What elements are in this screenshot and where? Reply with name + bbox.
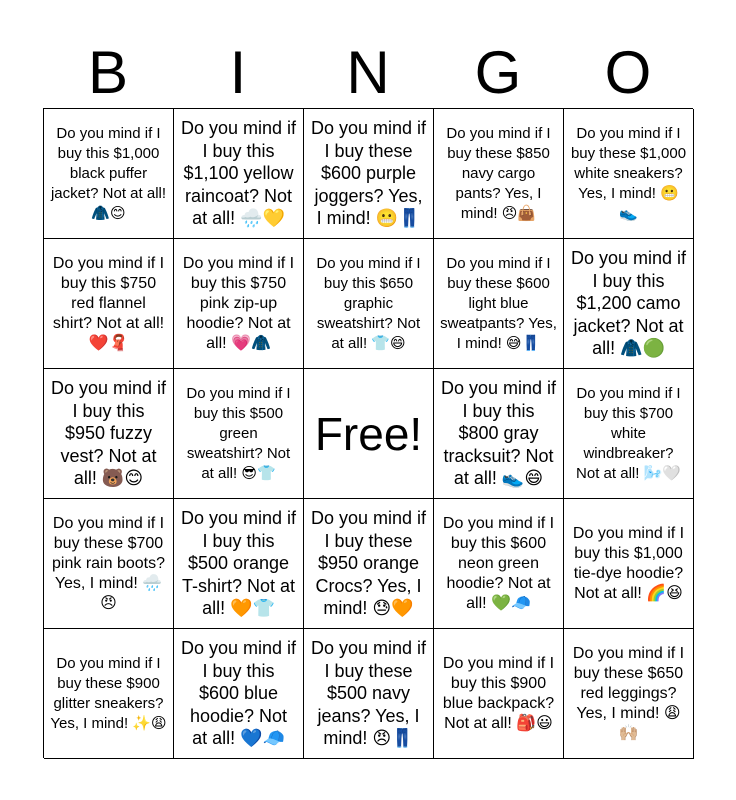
bingo-cell-text: Do you mind if I buy this $500 orange T-shirt? Not at all! 🧡👕 — [180, 508, 297, 619]
bingo-cell[interactable] — [174, 629, 304, 759]
bingo-cell[interactable] — [174, 239, 304, 369]
bingo-cell-text: Do you mind if I buy this $950 fuzzy vest? Not at all! 🐻😊 — [50, 378, 167, 489]
free-space-cell[interactable] — [304, 369, 434, 499]
bingo-cell[interactable] — [44, 109, 174, 239]
header-letter-n: N — [346, 39, 390, 106]
bingo-cell[interactable] — [304, 499, 434, 629]
bingo-cell[interactable] — [44, 499, 174, 629]
bingo-cell-text: Do you mind if I buy this $750 red flannel shirt? Not at all! ❤️🧣 — [52, 254, 165, 352]
bingo-header — [43, 38, 693, 108]
bingo-cell[interactable] — [44, 629, 174, 759]
bingo-cell[interactable] — [44, 239, 174, 369]
bingo-cell-text: Do you mind if I buy this $700 white windbreaker? Not at all! 🌬️🤍 — [576, 384, 681, 482]
bingo-board — [43, 108, 693, 758]
bingo-cell[interactable] — [434, 629, 564, 759]
header-letter-b: B — [87, 39, 129, 106]
header-letter-g: G — [474, 39, 522, 106]
bingo-cell-text: Do you mind if I buy this $600 blue hoodie? Not at all! 💙🧢 — [180, 638, 297, 749]
bingo-cell[interactable] — [564, 239, 694, 369]
bingo-cell-text: Do you mind if I buy this $500 green sweatshirt? Not at all! 😎👕 — [186, 384, 291, 482]
bingo-cell-text: Do you mind if I buy these $900 glitter sneakers? Yes, I mind! ✨😩 — [50, 654, 167, 732]
bingo-cell[interactable] — [564, 109, 694, 239]
bingo-cell-text: Do you mind if I buy these $500 navy jeans? Yes, I mind! 😠👖 — [310, 638, 427, 749]
header-letter-o: O — [604, 39, 652, 106]
bingo-cell-text: Do you mind if I buy this $1,100 yellow raincoat? Not at all! 🌧️💛 — [180, 118, 297, 229]
bingo-cell[interactable] — [174, 369, 304, 499]
bingo-cell[interactable] — [564, 369, 694, 499]
bingo-cell-text: Do you mind if I buy these $850 navy cargo pants? Yes, I mind! 😠👜 — [446, 124, 551, 222]
bingo-cell-text: Do you mind if I buy this $1,200 camo jacket? Not at all! 🧥🟢 — [570, 248, 687, 359]
bingo-cell-text: Do you mind if I buy this $650 graphic sweatshirt? Not at all! 👕😄 — [316, 254, 421, 352]
bingo-cell[interactable] — [304, 629, 434, 759]
bingo-cell-text: Do you mind if I buy these $950 orange Crocs? Yes, I mind! 😓🧡 — [310, 508, 427, 619]
bingo-cell[interactable] — [564, 629, 694, 759]
bingo-cell-text: Do you mind if I buy this $800 gray tracksuit? Not at all! 👟😄 — [440, 378, 557, 489]
bingo-cell[interactable] — [434, 499, 564, 629]
bingo-cell[interactable] — [304, 239, 434, 369]
bingo-cell[interactable] — [434, 239, 564, 369]
bingo-cell-text: Do you mind if I buy this $1,000 tie-dye hoodie? Not at all! 🌈😆 — [572, 524, 685, 602]
bingo-cell-text: Do you mind if I buy this $600 neon green hoodie? Not at all! 💚🧢 — [442, 514, 555, 612]
bingo-cell[interactable] — [44, 369, 174, 499]
bingo-cell-text: Do you mind if I buy this $750 pink zip-up hoodie? Not at all! 💗🧥 — [182, 254, 295, 352]
bingo-cell-text: Do you mind if I buy these $600 purple joggers? Yes, I mind! 😬👖 — [310, 118, 427, 229]
bingo-cell[interactable] — [434, 369, 564, 499]
bingo-cell[interactable] — [174, 109, 304, 239]
bingo-cell[interactable] — [174, 499, 304, 629]
free-space-label: Free! — [314, 407, 423, 460]
bingo-cell-text: Do you mind if I buy these $650 red leggings? Yes, I mind! 😩🙌🏼 — [572, 644, 685, 742]
bingo-cell[interactable] — [304, 109, 434, 239]
bingo-cell-text: Do you mind if I buy this $900 blue backpack? Not at all! 🎒😃 — [442, 654, 555, 732]
bingo-cell-text: Do you mind if I buy these $700 pink rain boots? Yes, I mind! 🌧️😠 — [52, 514, 165, 612]
header-letter-i: I — [229, 39, 247, 106]
bingo-cell-text: Do you mind if I buy these $600 light blue sweatpants? Yes, I mind! 😅👖 — [440, 254, 557, 352]
bingo-cell-text: Do you mind if I buy this $1,000 black puffer jacket? Not at all! 🧥😊 — [50, 124, 167, 222]
bingo-cell[interactable] — [564, 499, 694, 629]
bingo-cell[interactable] — [434, 109, 564, 239]
bingo-cell-text: Do you mind if I buy these $1,000 white sneakers? Yes, I mind! 😬👟 — [570, 124, 687, 222]
